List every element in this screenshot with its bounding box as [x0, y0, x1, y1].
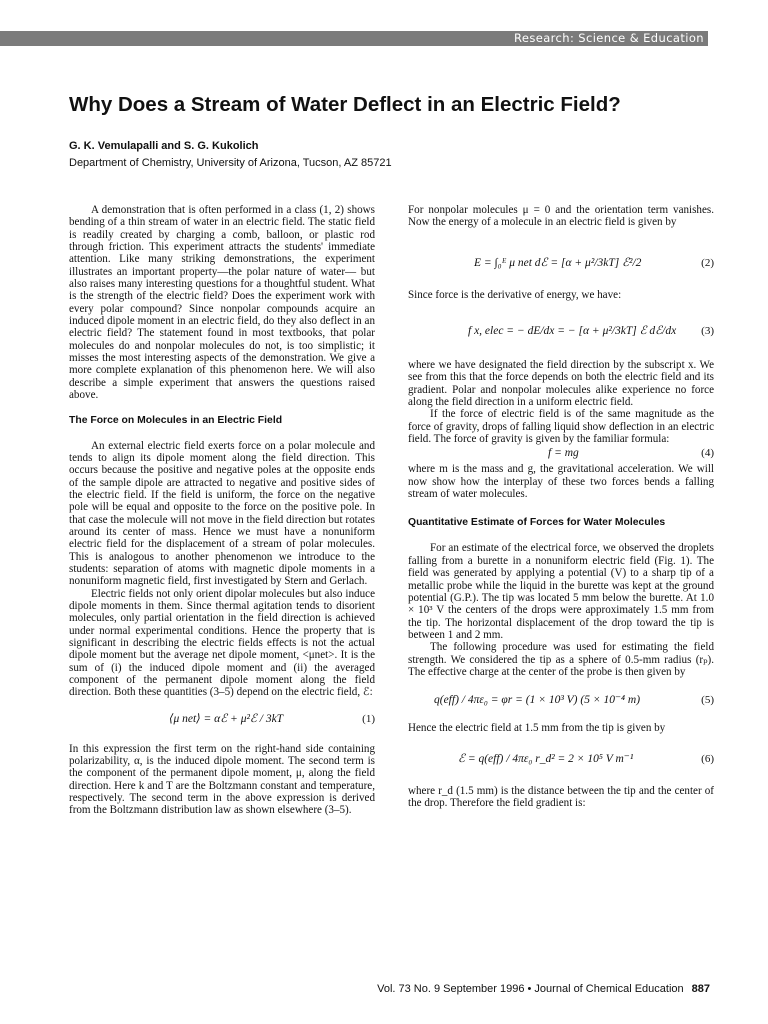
section-heading: Quantitative Estimate of Forces for Water Molecules: [408, 517, 666, 529]
equation-1: [69, 699, 375, 743]
equation-body: f x, elec = − dE/dx = − [α + μ²/3kT] ℰ dℰ/dx: [468, 325, 677, 338]
page-number: 887: [691, 983, 710, 995]
paragraph: where r_d (1.5 mm) is the distance between the tip and the center of the drop. Therefore the field gradient is:: [408, 784, 714, 809]
equation-number: (2): [701, 256, 714, 269]
paragraph: If the force of electric field is of the same magnitude as the force of gravity, drops of falling liquid show deflection in an electric field. The force of gravity is given by the familiar formula:: [408, 408, 714, 446]
equation-2: [408, 229, 714, 289]
equation-body: E = ∫₀ᴱ μ net dℰ = [α + μ²/3kT] ℰ²/2: [474, 256, 642, 269]
paragraph: Electric fields not only orient dipolar molecules but also induce dipole moments in them. Since thermal agitation tends to disorient molecules, only partial orientation in the field direction is achieved under normal experimental conditions. Hence the property that is significant in describing the electric fields effects is not the actual dipole moment but the average net dipole moment, <μnet>. It is the sum of (i) the induced dipole moment and (ii) the averaged component of the permanent dipole moment along the field direction. Both these quantities (3–5) depend on the electric field, ℰ:: [69, 587, 375, 699]
paragraph: Hence the electric field at 1.5 mm from the tip is given by: [408, 722, 666, 735]
equation-4: [408, 445, 714, 463]
equation-body: f = mg: [548, 447, 579, 460]
paragraph: In this expression the first term on the right-hand side containing polarizability, α, is the induced dipole moment. The second term is the component of the permanent dipole moment, μ, along the field direction. Here k and T are the Boltzmann constant and temperature, respectively. The second term in the above expression is derived from the Boltzmann distribution law as shown elsewhere (3–5).: [69, 742, 375, 817]
equation-6: [408, 735, 714, 785]
section-heading: The Force on Molecules in an Electric Field: [69, 414, 283, 426]
equation-number: (3): [701, 325, 714, 338]
authors: G. K. Vemulapalli and S. G. Kukolich: [69, 140, 259, 152]
equation-number: (4): [701, 447, 714, 460]
paragraph: An external electric field exerts force on a polar molecule and tends to align its dipole moment along the field direction. This occurs because the positive and negative poles at the opposite ends of the sample dipole are attracted to negative and positive sides of the electric field. If the field is uniform, the force on the negative pole will be equal and opposite to the force on the positive pole. In that case the molecule will not move in the field direction but rotates around its center of mass. Hence we must have a nonuniform electric field for the displacement of a stream of polar molecules. This is analogous to another phenomenon we introduce to the students: separation of atoms with magnetic dipole moments in a nonuniform magnetic field, first investigated by Stern and Gerlach.: [69, 439, 375, 588]
paragraph: For nonpolar molecules μ = 0 and the orientation term vanishes. Now the energy of a molecule in an electric field is given by: [408, 204, 714, 229]
equation-3: [408, 301, 714, 359]
paragraph: A demonstration that is often performed in a class (1, 2) shows bending of a thin stream of water in an electric field. The static field is readily created by charging a comb, balloon, or plastic rod through friction. This experiment attracts the students' immediate attention. Like many striking demonstrations, the experiment illustrates an important property—the polar nature of water— but also raises many interesting questions for a thoughtful student. What is the strength of the electric field? Does the experiment work with every polar compound? Since nonpolar compounds acquire an induced dipole moment in an electric field, do they also deflect in an electric field? The statement found in most textbooks, that polar molecules do and nonpolar molecules do not, is too simplistic; it misses the most interesting aspects of the demonstration. We give a more complete explanation of this phenomenon here. We will also describe a simple experiment that answers the questions raised above.: [69, 204, 375, 402]
left-column: [69, 204, 375, 817]
paragraph: Since force is the derivative of energy, we have:: [408, 288, 622, 301]
affiliation: Department of Chemistry, University of Arizona, Tucson, AZ 85721: [69, 157, 392, 169]
equation-number: (1): [362, 712, 375, 725]
paragraph: where m is the mass and g, the gravitational acceleration. We will now show how the interplay of these two forces bends a falling stream of water molecules.: [408, 463, 714, 501]
paragraph: The following procedure was used for estimating the field strength. We considered the tip as a sphere of 0.5-mm radius (rₚ). The effective charge at the center of the probe is then given by: [408, 641, 714, 678]
journal-citation: Vol. 73 No. 9 September 1996 • Journal of Chemical Education: [377, 983, 684, 995]
equation-body: ℰ = q(eff) / 4πε₀ r_d² = 2 × 10⁵ V m⁻¹: [458, 752, 634, 765]
equation-5: [408, 678, 714, 722]
equation-number: (6): [701, 752, 714, 765]
equation-body: ⟨μ net⟩ = αℰ + μ²ℰ / 3kT: [169, 712, 284, 725]
equation-number: (5): [701, 694, 714, 707]
article-title: Why Does a Stream of Water Deflect in an Electric Field?: [69, 93, 621, 116]
section-band: [0, 31, 708, 46]
page-footer: [377, 983, 710, 995]
right-column: [408, 204, 714, 809]
section-label: Research: Science & Education: [514, 31, 704, 45]
paragraph: For an estimate of the electrical force, we observed the droplets falling from a burette in a nonuniform electric field (Fig. 1). The field was generated by applying a potential (V) to a sharp tip of a metallic probe while the liquid in the burette was kept at the ground potential (G.P.). The tip was located 5 mm below the burette. At 1.0 × 10³ V the centers of the drops were approximately 1.5 mm from the tip. The horizontal displacement of the drop toward the tip is between 1 and 2 mm.: [408, 542, 714, 641]
equation-body: q(eff) / 4πε₀ = φr = (1 × 10³ V) (5 × 10⁻⁴ m): [434, 694, 641, 707]
paragraph: where we have designated the field direction by the subscript x. We see from this that the force depends on both the electric field and its gradient. Polar and nonpolar molecules alike experience no force along the field direction in a uniform electric field.: [408, 359, 714, 409]
